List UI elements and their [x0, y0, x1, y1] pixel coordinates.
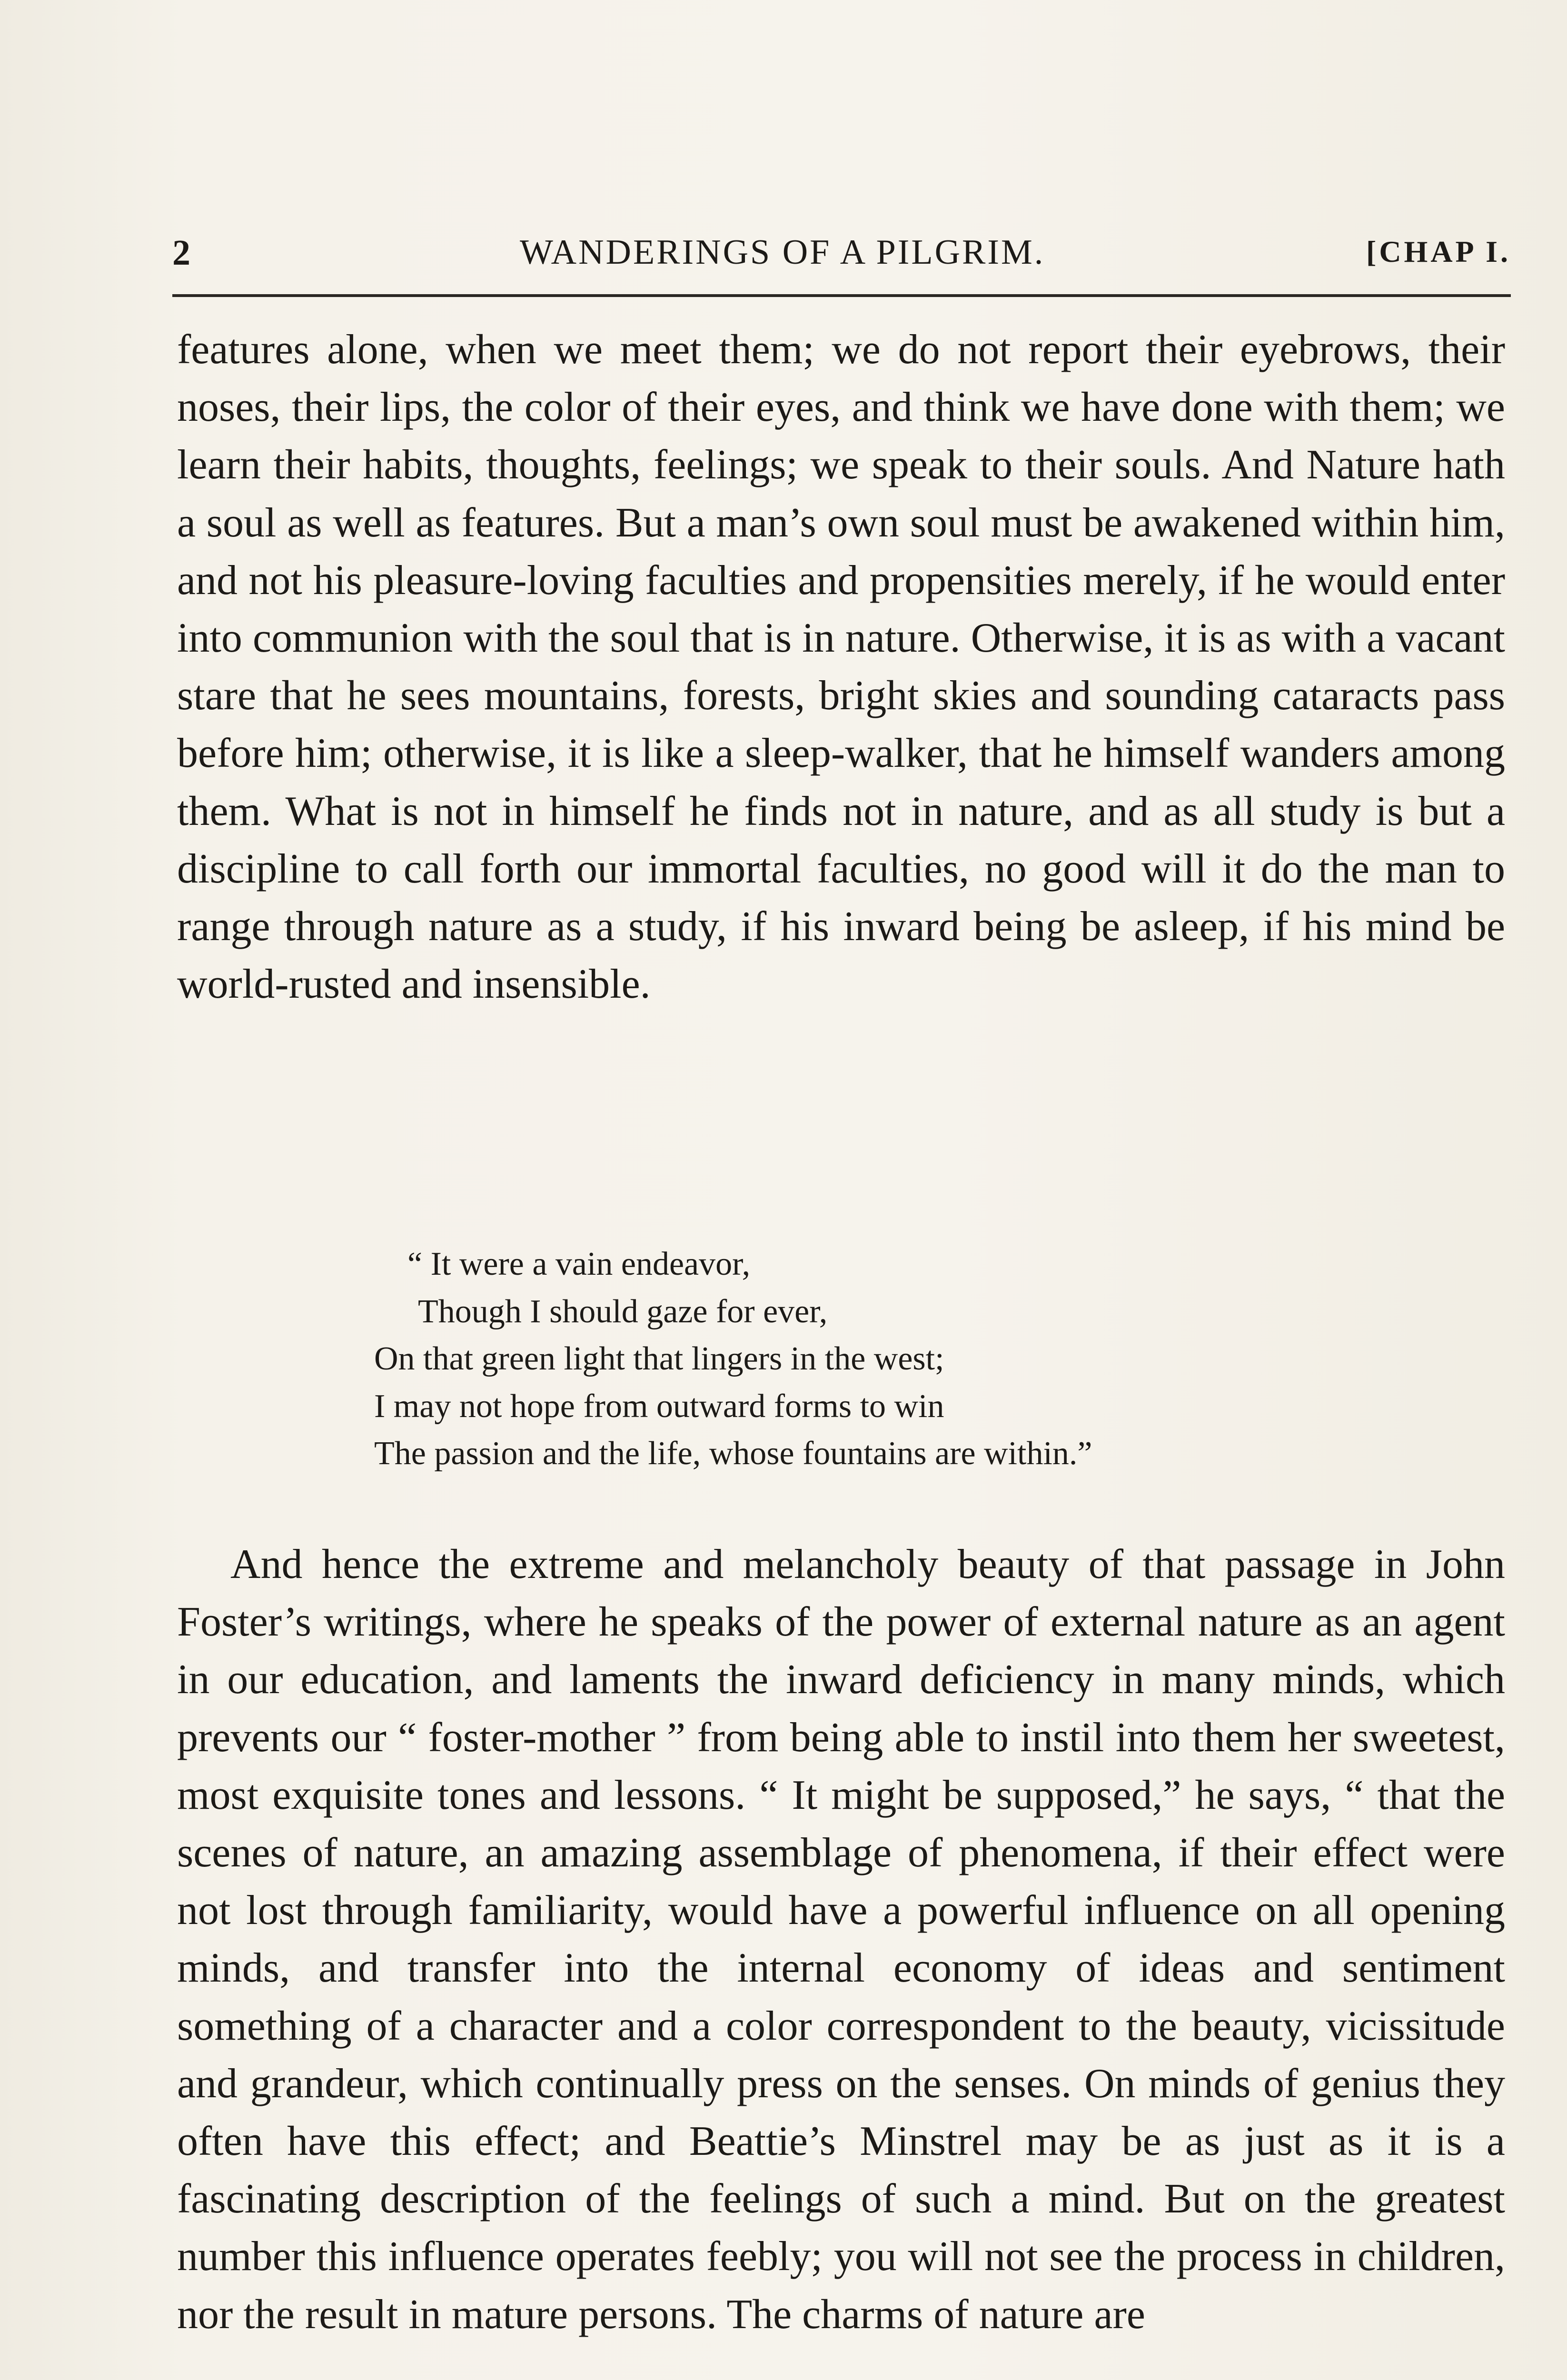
chapter-marker: [CHAP I.	[1366, 235, 1511, 268]
poem-quote	[374, 1240, 1092, 1478]
poem-line-1: “ It were a vain endeavor,	[407, 1246, 751, 1282]
poem-line-5: The passion and the life, whose fountains are within.”	[374, 1435, 1092, 1472]
header-rule	[172, 294, 1511, 297]
paragraph-1: features alone, when we meet them; we do not report their eyebrows, their noses, their lips, the color of their eyes, and think we have done with them; we learn their habits, thoughts, feelings; we speak to their souls. And Nature hath a soul as well as features. But a man’s own soul must be awakened within him, and not his pleasure-loving faculties and propensities merely, if he would enter into communion with the soul that is in nature. Otherwise, it is as with a vacant stare that he sees mountains, forests, bright skies and sounding cataracts pass before him; otherwise, it is like a sleep-walker, that he himself wanders among them. What is not in himself he finds not in nature, and as all study is but a discipline to call forth our immortal faculties, no good will it do the man to range through nature as a study, if his inward being be asleep, if his mind be world-rusted and insensible.	[177, 327, 1505, 1008]
poem-line-3: On that green light that lingers in the west;	[374, 1340, 944, 1377]
poem-line-4: I may not hope from outward forms to win	[374, 1388, 944, 1425]
page-number: 2	[172, 233, 190, 273]
poem-line-2: Though I should gaze for ever,	[418, 1293, 828, 1330]
running-title: WANDERINGS OF A PILGRIM.	[520, 233, 1045, 272]
page-header	[172, 224, 1511, 290]
paragraph-2: And hence the extreme and melancholy beauty of that passage in John Foster’s writings, where he speaks of the power of external nature as an agent in our education, and laments the inward deficiency in many minds, which prevents our “ foster-mother ” from being able to instil into them her sweetest, most exquisite tones and lessons. “ It might be supposed,” he says, “ that the scenes of nature, an amazing assemblage of phenomena, if their effect were not lost through familiarity, would have a powerful influence on all opening minds, and transfer into the internal economy of ideas and sentiment something of a character and a color correspondent to the beauty, vicissitude and grandeur, which continually press on the senses. On minds of genius they often have this effect; and Beattie’s Minstrel may be as just as it is a fascinating description of the feelings of such a mind. But on the greatest number this influence operates feebly; you will not see the process in children, nor the result in mature persons. The charms of nature are	[177, 1541, 1505, 2338]
